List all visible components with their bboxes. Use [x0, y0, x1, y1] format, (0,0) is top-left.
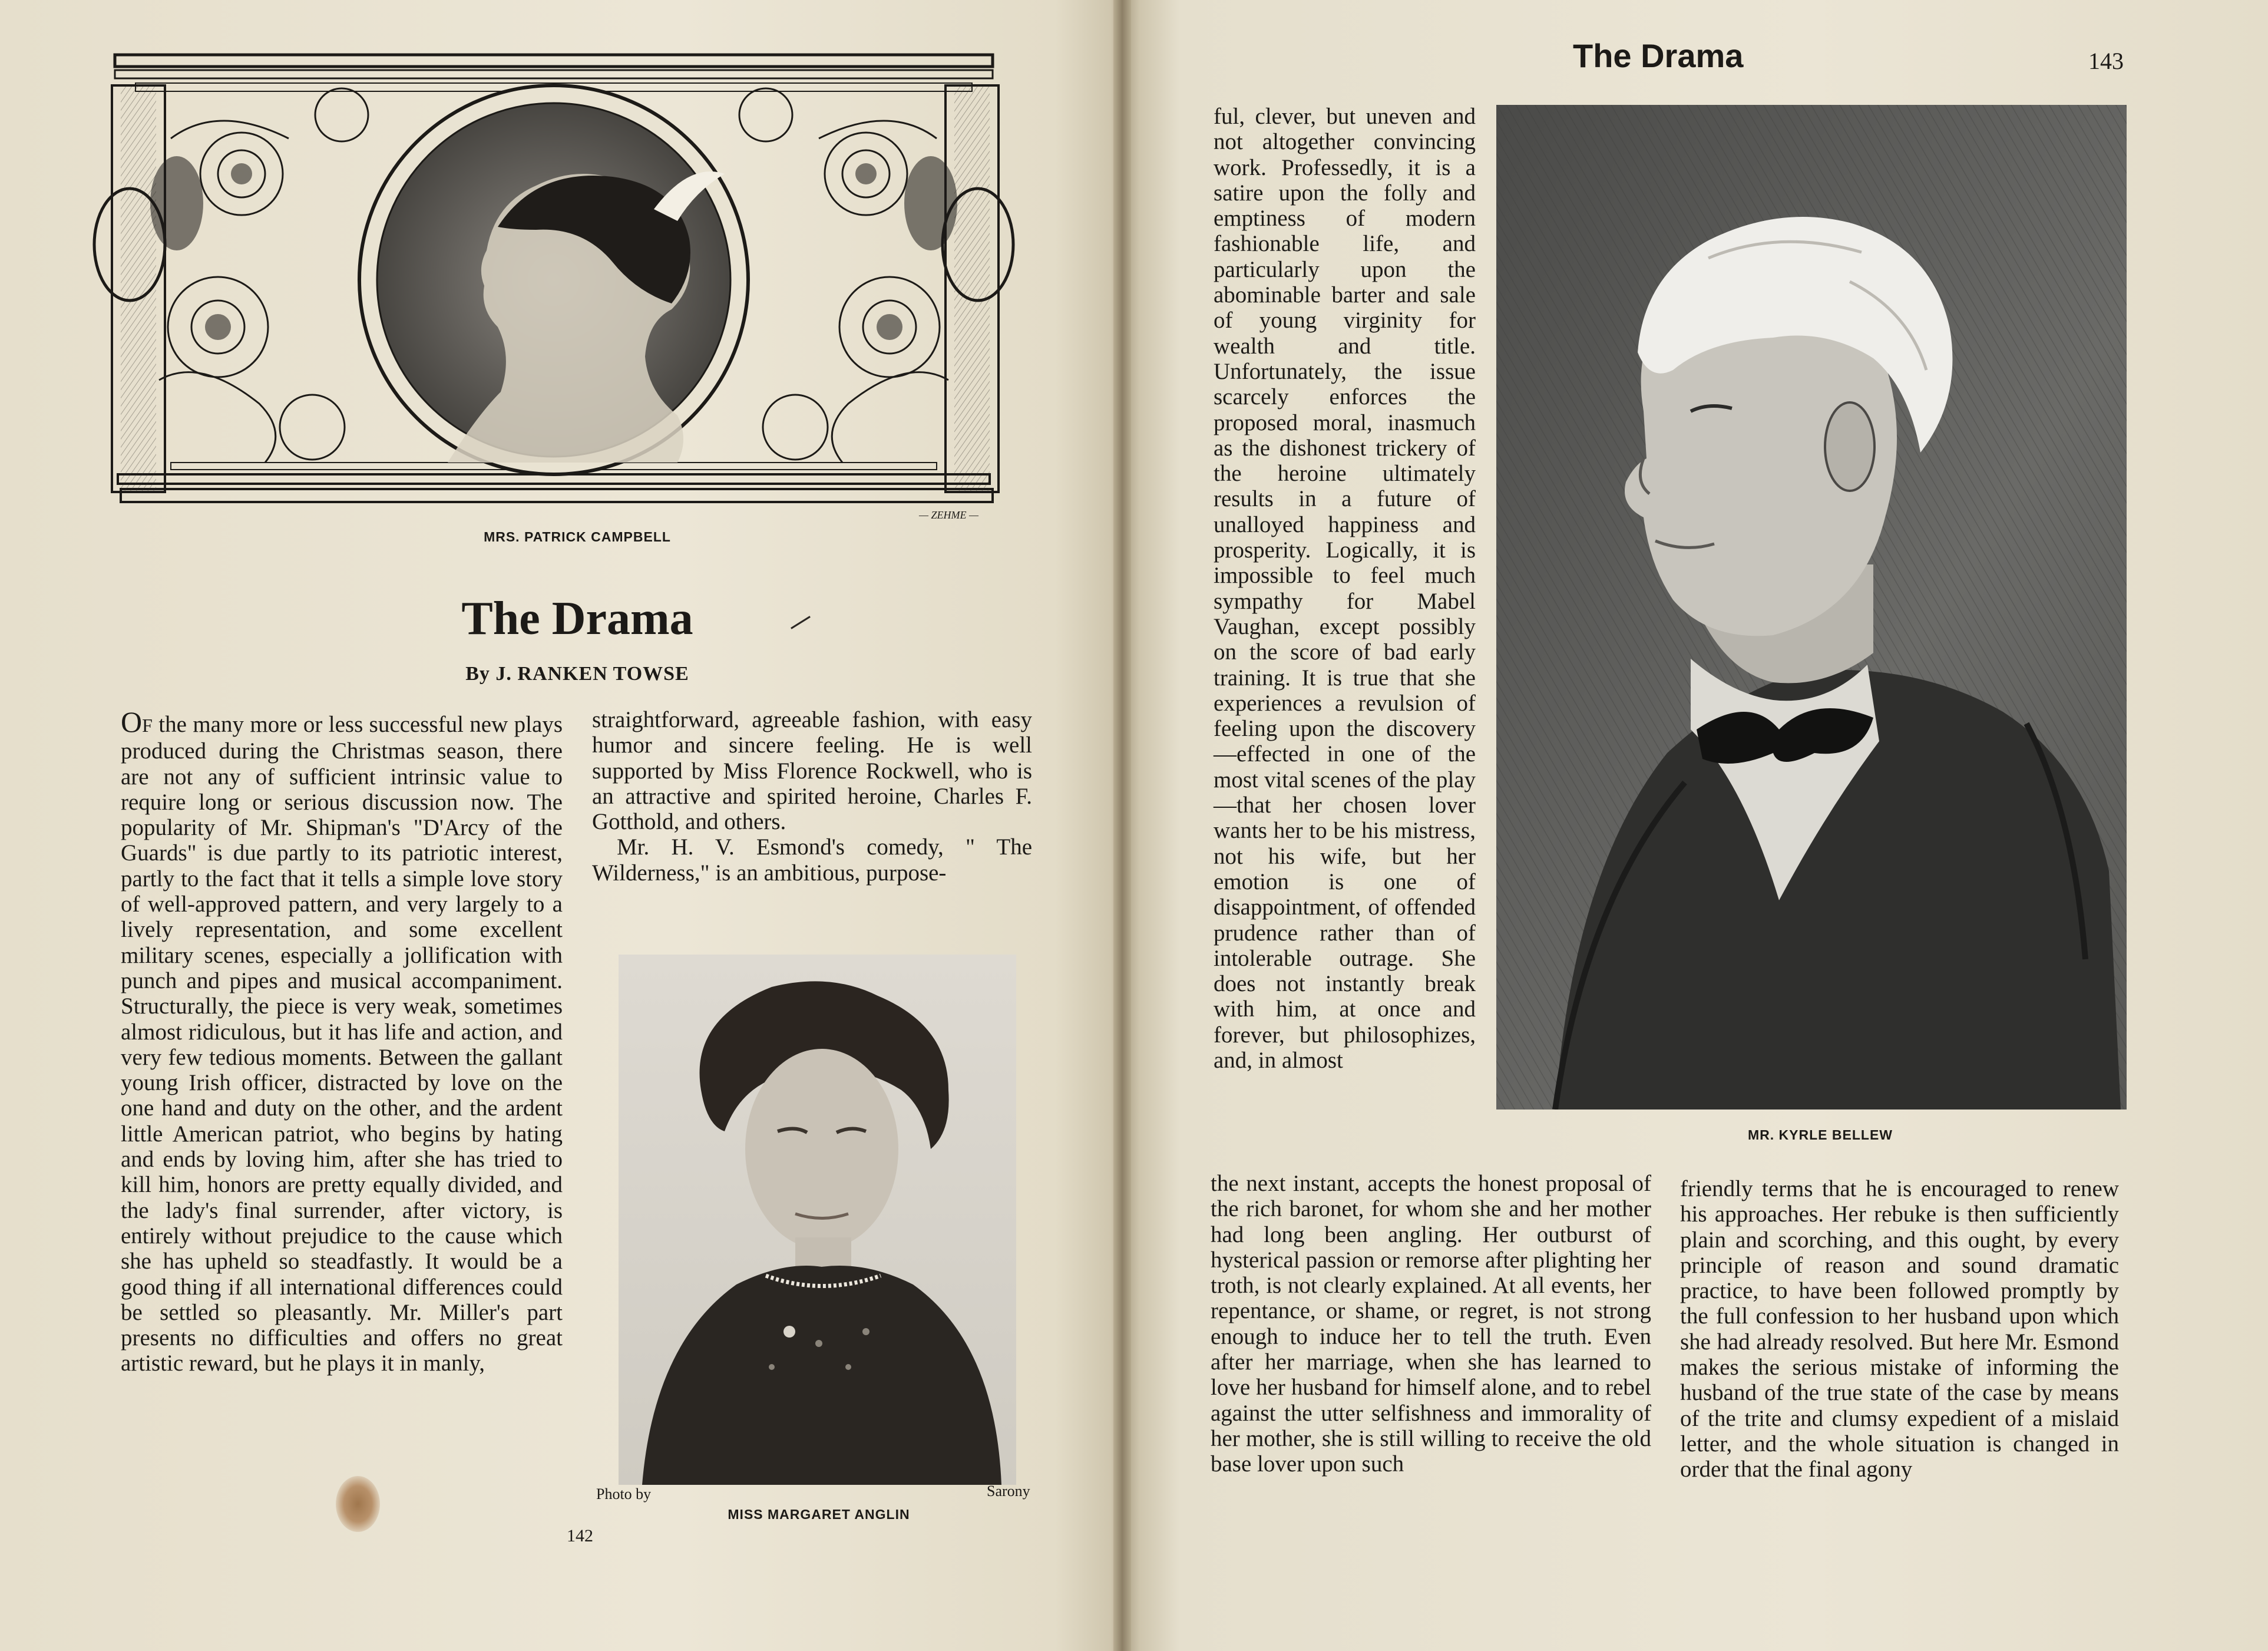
narrow-column [1214, 104, 1476, 1073]
lower-right-column-text: friendly terms that he is encouraged to renew his approaches. Her rebuke is then sufficiently plain and scorching, and this ought, by every principle of reason and sound dramatic practice, to have been followed promptly by the full confession to her husband upon which she had already resolved. But here Mr. Esmond makes the serious mistake of informing the husband of the true state of the case by means of the trite and clumsy expedient of a mislaid letter, and the whole situation is changed in order that the final agony [1680, 1176, 2119, 1482]
svg-text:— ZEHME —: — ZEHME — [919, 509, 979, 521]
page-number-right: 143 [2088, 48, 2124, 74]
drop-cap: O [121, 705, 143, 738]
margaret-anglin-photo [619, 955, 1016, 1485]
photo-credit-name: Sarony [987, 1482, 1030, 1500]
ornamental-header-engraving [65, 50, 1043, 524]
running-head: The Drama [1573, 37, 1744, 74]
article-byline: By J. RANKEN TOWSE [465, 663, 689, 685]
lower-left-column [1211, 1171, 1651, 1477]
article-title: The Drama [461, 593, 693, 645]
article-column-1 [121, 705, 563, 1376]
photo-caption: MISS MARGARET ANGLIN [728, 1507, 910, 1522]
photo-credit-label: Photo by [596, 1485, 652, 1503]
stain-mark [336, 1476, 380, 1532]
lower-right-column [1680, 1176, 2119, 1482]
small-cap: F [142, 715, 153, 736]
lower-left-column-text: the next instant, accepts the honest proposal of the rich baronet, for whom she and her mother had long been angling. Her outburst of hysterical passion or remorse after plighting her troth, is not clearly explained. At all events, her repentance, or shame, or regret, is not strong enough to induce her to tell the truth. Even after her marriage, when she has learned to love her husband for himself alone, and to rebel against the utter selfishness and immorality of her mother, she is still willing to receive the old base lover upon such [1211, 1171, 1651, 1477]
kyrle-bellew-portrait [1496, 105, 2127, 1110]
header-caption: MRS. PATRICK CAMPBELL [484, 529, 671, 544]
portrait-caption: MR. KYRLE BELLEW [1748, 1127, 1893, 1143]
article-column-2 [592, 707, 1032, 886]
column-2-paragraph-1: straightforward, agreeable fashion, with easy humor and sincere feeling. He is well supported by Miss Florence Rockwell, who is an attractive and spirited heroine, Charles F. Gotthold, and others. [592, 707, 1032, 835]
column-2-paragraph-2: Mr. H. V. Esmond's comedy, " The Wilderness," is an ambitious, purpose- [592, 834, 1032, 886]
book-gutter [1113, 0, 1131, 1651]
column-1-text: the many more or less successful new plays produced during the Christmas season, there are not any of sufficient intrinsic value to require long or serious discussion now. The popularity of Mr. Shipman's "D'Arcy of the Guards" is due partly to its patriotic interest, partly to the fact that it tells a simple love story of well-approved pattern, and very largely to a lively representation, and some excellent military scenes, especially a jollification with punch and pipes and musical accompaniment. Structurally, the piece is very weak, sometimes almost ridiculous, but it has life and action, and very few tedious moments. Between the gallant young Irish officer, distracted by love on the one hand and duty on the other, and the ardent little American patriot, who begins by hating and ends by loving him, after she has tried to kill him, honors are pretty equally divided, and the lady's final surrender, after victory, is entirely without prejudice to the cause which she has upheld so steadfastly. It would be a good thing if all international differences could be settled so pleasantly. Mr. Miller's part presents no difficulties and offers no great artistic reward, but he plays it in manly, [121, 712, 563, 1376]
narrow-column-text: ful, clever, but uneven and not altogether convincing work. Professedly, it is a satire upon the folly and emptiness of modern fashionable life, and particularly upon the abominable barter and sale of young virginity for wealth and title. Unfortunately, the issue scarcely enforces the proposed moral, inasmuch as the dishonest trickery of the heroine ultimately results in a future of unalloyed happiness and prosperity. Logically, it is impossible to feel much sympathy for Mabel Vaughan, except possibly on the score of bad early training. It is true that she experiences a revulsion of feeling upon the discovery—effected in one of the most vital scenes of the play—that her chosen lover wants her to be his mistress, not his wife, but her emotion is one of disappointment, of offended prudence rather than of intolerable outrage. She does not instantly break with him, at once and forever, but philosophizes, and, in almost [1214, 104, 1476, 1073]
page-number-left: 142 [567, 1526, 593, 1546]
